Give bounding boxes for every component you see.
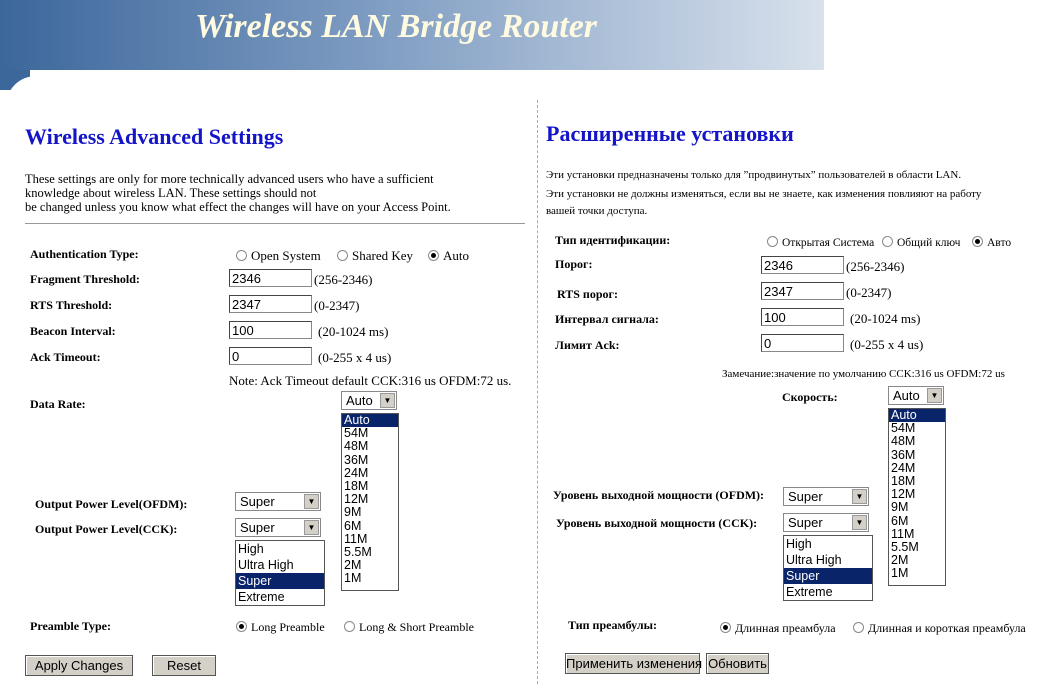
rate-option[interactable]: 9M <box>344 505 362 520</box>
ack-range-hint: (0-255 x 4 us) <box>318 350 392 365</box>
chevron-down-icon[interactable]: ▼ <box>852 515 867 530</box>
ofdm-power-label: Уровень выходной мощности (OFDM): <box>553 488 765 502</box>
cck-power-listbox[interactable] <box>235 540 325 606</box>
auth-type-label: Тип идентификации: <box>555 233 671 247</box>
rate-option[interactable]: 11M <box>891 526 915 541</box>
data-rate-label: Data Rate: <box>30 397 86 411</box>
radio-button[interactable] <box>767 236 778 247</box>
separator <box>25 223 525 224</box>
beacon-range-hint: (20-1024 ms) <box>318 324 389 339</box>
rate-option[interactable]: 12M <box>344 492 369 507</box>
data-rate-listbox[interactable] <box>341 413 399 591</box>
rate-option[interactable]: 48M <box>891 434 916 449</box>
radio-button[interactable] <box>236 250 247 261</box>
banner <box>0 0 824 70</box>
cck-power-select[interactable] <box>235 518 321 537</box>
rts-threshold-label: RTS порог: <box>557 287 618 301</box>
auth-radio-option[interactable] <box>882 236 960 249</box>
selected-value: Auto <box>893 388 920 403</box>
auth-radio-option[interactable] <box>972 236 1011 249</box>
beacon-input[interactable]: 100 <box>761 308 844 326</box>
cck-power-label: Уровень выходной мощности (CCK): <box>556 516 758 530</box>
rate-option[interactable]: 24M <box>891 460 916 475</box>
ofdm-power-label: Output Power Level(OFDM): <box>35 497 188 511</box>
rate-option[interactable]: 2M <box>344 558 362 573</box>
chevron-down-icon[interactable]: ▼ <box>304 494 319 509</box>
rate-option[interactable]: 24M <box>344 465 369 480</box>
power-option[interactable]: Super <box>784 568 872 584</box>
rate-option[interactable]: 9M <box>891 500 909 515</box>
ack-range-hint: (0-255 x 4 us) <box>850 337 924 352</box>
power-option[interactable]: High <box>238 542 264 556</box>
rate-option[interactable]: 18M <box>344 479 369 494</box>
radio-label: Open System <box>251 248 321 263</box>
selected-value: Super <box>240 520 275 535</box>
frag-range-hint: (256-2346) <box>314 272 373 287</box>
reset-button[interactable]: Обновить <box>706 653 769 674</box>
beacon-range-hint: (20-1024 ms) <box>850 311 921 326</box>
rate-option[interactable]: 54M <box>891 421 916 436</box>
power-option[interactable]: Super <box>236 573 324 589</box>
rate-option[interactable]: Auto <box>889 409 945 422</box>
frag-input[interactable]: 2346 <box>761 256 844 274</box>
preamble-type-label: Тип преамбулы: <box>568 618 657 632</box>
rts-input[interactable]: 2347 <box>761 282 844 300</box>
radio-label: Auto <box>443 248 469 263</box>
rts-threshold-label: RTS Threshold: <box>30 298 113 312</box>
power-option[interactable]: Extreme <box>786 585 833 599</box>
divider <box>537 100 538 684</box>
preamble-radio-option[interactable] <box>344 620 474 635</box>
rate-option[interactable]: 6M <box>891 513 909 528</box>
description-line: вашей точки доступа. <box>546 205 648 217</box>
radio-button[interactable] <box>428 250 439 261</box>
auth-radio-option[interactable] <box>236 248 321 264</box>
selected-value: Super <box>788 515 823 530</box>
ack-input[interactable]: 0 <box>761 334 844 352</box>
chevron-down-icon[interactable]: ▼ <box>852 489 867 504</box>
selected-value: Super <box>240 494 275 509</box>
cck-power-label: Output Power Level(CCK): <box>35 522 178 536</box>
radio-label: Длинная и короткая преамбула <box>868 621 1026 635</box>
rate-option[interactable]: 5.5M <box>891 540 919 555</box>
radio-button[interactable] <box>720 622 731 633</box>
preamble-radio-option[interactable] <box>720 621 836 636</box>
fragment-threshold-label: Fragment Threshold: <box>30 272 140 286</box>
rts-range-hint: (0-2347) <box>846 285 892 300</box>
ack-timeout-note: Note: Ack Timeout default CCK:316 us OFDM:72 us. <box>229 373 512 388</box>
ack-timeout-label: Лимит Ack: <box>555 338 620 352</box>
preamble-radio-option[interactable] <box>236 620 325 635</box>
apply-changes-button[interactable]: Apply Changes <box>25 655 133 676</box>
rate-option[interactable]: 11M <box>344 531 368 546</box>
radio-button[interactable] <box>337 250 348 261</box>
auth-radio-option[interactable] <box>428 248 469 264</box>
chevron-down-icon[interactable]: ▼ <box>380 393 395 408</box>
frag-input[interactable]: 2346 <box>229 269 312 287</box>
radio-label: Общий ключ <box>897 237 961 249</box>
selected-value: Super <box>788 489 823 504</box>
radio-button[interactable] <box>853 622 864 633</box>
rate-option[interactable]: 1M <box>891 566 909 581</box>
beacon-interval-label: Beacon Interval: <box>30 324 116 338</box>
chevron-down-icon[interactable]: ▼ <box>927 388 942 403</box>
rate-option[interactable]: 6M <box>344 518 362 533</box>
description-line: Эти установки предназначены только для ”продвинутых” пользователей в области LAN. <box>546 169 962 181</box>
radio-button[interactable] <box>344 621 355 632</box>
cck-power-select[interactable] <box>783 513 869 532</box>
radio-button[interactable] <box>236 621 247 632</box>
radio-button[interactable] <box>972 236 983 247</box>
power-option[interactable]: Ultra High <box>238 558 294 572</box>
power-option[interactable]: High <box>786 537 812 551</box>
rate-option[interactable]: 48M <box>344 439 369 454</box>
description-line: These settings are only for more technically advanced users who have a sufficient <box>25 172 434 186</box>
rate-option[interactable]: 36M <box>344 452 369 467</box>
radio-button[interactable] <box>882 236 893 247</box>
rate-option[interactable]: 54M <box>344 426 369 441</box>
beacon-input[interactable]: 100 <box>229 321 312 339</box>
page-title: Расширенные установки <box>546 121 794 146</box>
radio-label: Авто <box>987 237 1012 249</box>
ack-timeout-label: Ack Timeout: <box>30 350 101 364</box>
power-option[interactable]: Ultra High <box>786 553 842 567</box>
rate-option[interactable]: 2M <box>891 553 909 568</box>
rate-option[interactable]: Auto <box>342 414 398 427</box>
radio-label: Shared Key <box>352 248 414 263</box>
beacon-interval-label: Интервал сигнала: <box>555 312 659 326</box>
rate-option[interactable]: 12M <box>891 487 916 502</box>
reset-button[interactable]: Reset <box>152 655 216 676</box>
ack-input[interactable]: 0 <box>229 347 312 365</box>
ofdm-power-select[interactable] <box>235 492 321 511</box>
radio-label: Открытая Система <box>782 237 875 249</box>
rate-option[interactable]: 36M <box>891 447 916 462</box>
radio-label: Long & Short Preamble <box>359 620 474 634</box>
auth-type-label: Authentication Type: <box>30 247 139 261</box>
frag-range-hint: (256-2346) <box>846 259 905 274</box>
ofdm-power-select[interactable] <box>783 487 869 506</box>
banner-title: Wireless LAN Bridge Router <box>195 8 598 45</box>
ack-timeout-note: Замечание:значение по умолчанию CCK:316 us OFDM:72 us <box>722 368 1005 380</box>
auth-radio-option[interactable] <box>767 236 874 249</box>
radio-label: Long Preamble <box>251 620 325 634</box>
description-line: knowledge about wireless LAN. These settings should not <box>25 186 317 200</box>
preamble-type-label: Preamble Type: <box>30 619 111 633</box>
page-title: Wireless Advanced Settings <box>25 124 284 149</box>
description-line: be changed unless you know what effect the changes will have on your Access Point. <box>25 200 451 214</box>
description-line: Эти установки не должны изменяться, если вы не знаете, как изменения повлияют на работу <box>546 188 982 200</box>
rts-input[interactable]: 2347 <box>229 295 312 313</box>
data-rate-select[interactable] <box>341 391 397 410</box>
rts-range-hint: (0-2347) <box>314 298 360 313</box>
data-rate-listbox[interactable] <box>888 408 946 586</box>
auth-radio-option[interactable] <box>337 248 413 264</box>
rate-option[interactable]: 5.5M <box>344 545 372 560</box>
selected-value: Auto <box>346 393 373 408</box>
chevron-down-icon[interactable]: ▼ <box>304 520 319 535</box>
preamble-radio-option[interactable] <box>853 621 1026 636</box>
cck-power-listbox[interactable] <box>783 535 873 601</box>
apply-changes-button[interactable]: Применить изменения <box>565 653 700 674</box>
data-rate-label: Скорость: <box>782 390 838 404</box>
data-rate-select[interactable] <box>888 386 944 405</box>
radio-label: Длинная преамбула <box>735 621 836 635</box>
power-option[interactable]: Extreme <box>238 590 285 604</box>
rate-option[interactable]: 1M <box>344 571 362 586</box>
banner-curve <box>0 70 30 90</box>
rate-option[interactable]: 18M <box>891 474 916 489</box>
fragment-threshold-label: Порог: <box>555 257 593 271</box>
